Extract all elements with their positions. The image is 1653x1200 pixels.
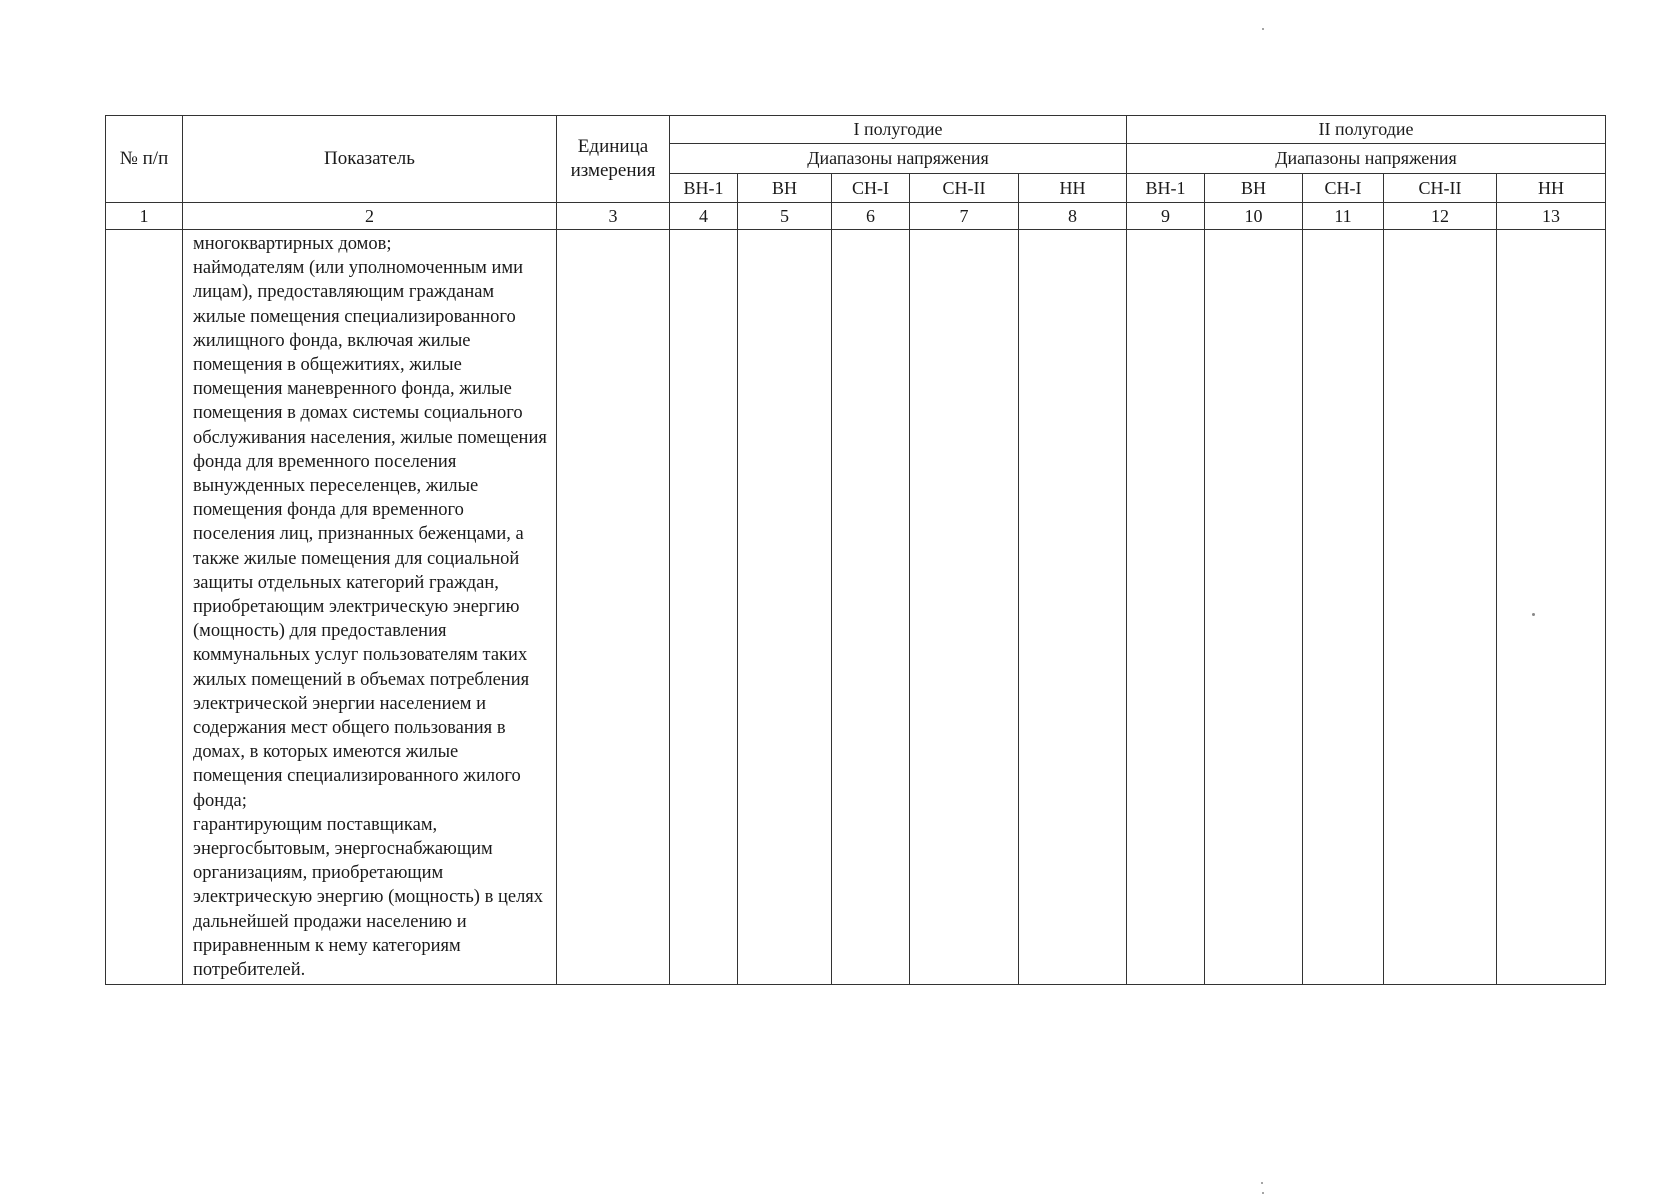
header-voltage-ranges-1-label: Диапазоны напряжения — [807, 148, 989, 169]
header-half-2 — [1127, 116, 1606, 144]
header-code-h2-sn1: СН-I — [1303, 174, 1384, 203]
value-cell — [1019, 230, 1127, 985]
column-number: 13 — [1497, 203, 1606, 230]
value-cell — [1303, 230, 1384, 985]
header-code-h2-vn: ВН — [1205, 174, 1303, 203]
header-code-h1-sn1: СН-I — [832, 174, 910, 203]
column-number: 9 — [1127, 203, 1205, 230]
scan-speck — [1262, 28, 1264, 30]
scan-speck — [1261, 1182, 1263, 1184]
header-voltage-ranges-1 — [670, 144, 1127, 174]
table-row — [106, 230, 1606, 985]
header-voltage-ranges-2 — [1127, 144, 1606, 174]
column-number: 2 — [183, 203, 557, 230]
scan-speck — [1262, 1192, 1264, 1194]
unit-cell — [557, 230, 670, 985]
column-number: 6 — [832, 203, 910, 230]
row-number-cell — [106, 230, 183, 985]
value-cell — [670, 230, 738, 985]
value-cell — [832, 230, 910, 985]
value-cell — [1384, 230, 1497, 985]
column-number: 12 — [1384, 203, 1497, 230]
value-cell — [1205, 230, 1303, 985]
header-unit — [557, 116, 670, 203]
header-row-number-label: № п/п — [119, 147, 169, 169]
header-indicator-label: Показатель — [324, 148, 415, 170]
column-number: 3 — [557, 203, 670, 230]
indicator-text-cell — [183, 230, 557, 985]
header-unit-label: Единица измерения — [570, 136, 656, 181]
header-code-h1-nn: НН — [1019, 174, 1127, 203]
header-code-h1-vn: ВН — [738, 174, 832, 203]
value-cell — [1127, 230, 1205, 985]
value-cell — [1497, 230, 1606, 985]
header-code-h2-nn: НН — [1497, 174, 1606, 203]
header-half-1-label: I полугодие — [853, 119, 943, 140]
header-indicator — [183, 116, 557, 203]
header-half-1 — [670, 116, 1127, 144]
indicator-paragraph: гарантирующим поставщикам, энергосбытовым, энергоснабжающим организациям, приобретающим электрическую энергию (мощность) в целях дальнейшей продажи населению и приравненным к нему категориям потребителей. — [193, 814, 544, 981]
indicator-paragraph: многоквартирных домов; — [193, 234, 392, 254]
column-number: 10 — [1205, 203, 1303, 230]
tariff-indicators-table — [105, 115, 1606, 985]
column-number: 5 — [738, 203, 832, 230]
header-half-2-label: II полугодие — [1318, 119, 1414, 140]
header-code-h2-vn1: ВН-1 — [1127, 174, 1205, 203]
column-number: 7 — [910, 203, 1019, 230]
header-code-h2-sn2: СН-II — [1384, 174, 1497, 203]
indicator-paragraph: наймодателям (или уполномоченным ими лицам), предоставляющим гражданам жилые помещения специализированного жилищного фонда, включая жилые помещения в общежитиях, жилые помещения маневренного фонда, жилые помещения в домах системы социального обслуживания населения, жилые помещения фонда для временного поселения вынужденных переселенцев, жилые помещения фонда для временного поселения лиц, признанных беженцами, а также жилые помещения для социальной защиты отдельных категорий граждан, приобретающим электрическую энергию (мощность) для предоставления коммунальных услуг пользователям таких жилых помещений в объемах потребления электрической энергии населением и содержания мест общего пользования в домах, в которых имеются жилые помещения специализированного жилого фонда; — [193, 258, 547, 811]
column-number: 4 — [670, 203, 738, 230]
value-cell — [910, 230, 1019, 985]
column-number: 1 — [106, 203, 183, 230]
header-voltage-ranges-2-label: Диапазоны напряжения — [1275, 148, 1457, 169]
column-number-row — [106, 203, 1606, 230]
header-row-number — [106, 116, 183, 203]
column-number: 11 — [1303, 203, 1384, 230]
value-cell — [738, 230, 832, 985]
column-number: 8 — [1019, 203, 1127, 230]
scan-speck — [1532, 613, 1535, 616]
header-code-h1-sn2: СН-II — [910, 174, 1019, 203]
header-code-h1-vn1: ВН-1 — [670, 174, 738, 203]
